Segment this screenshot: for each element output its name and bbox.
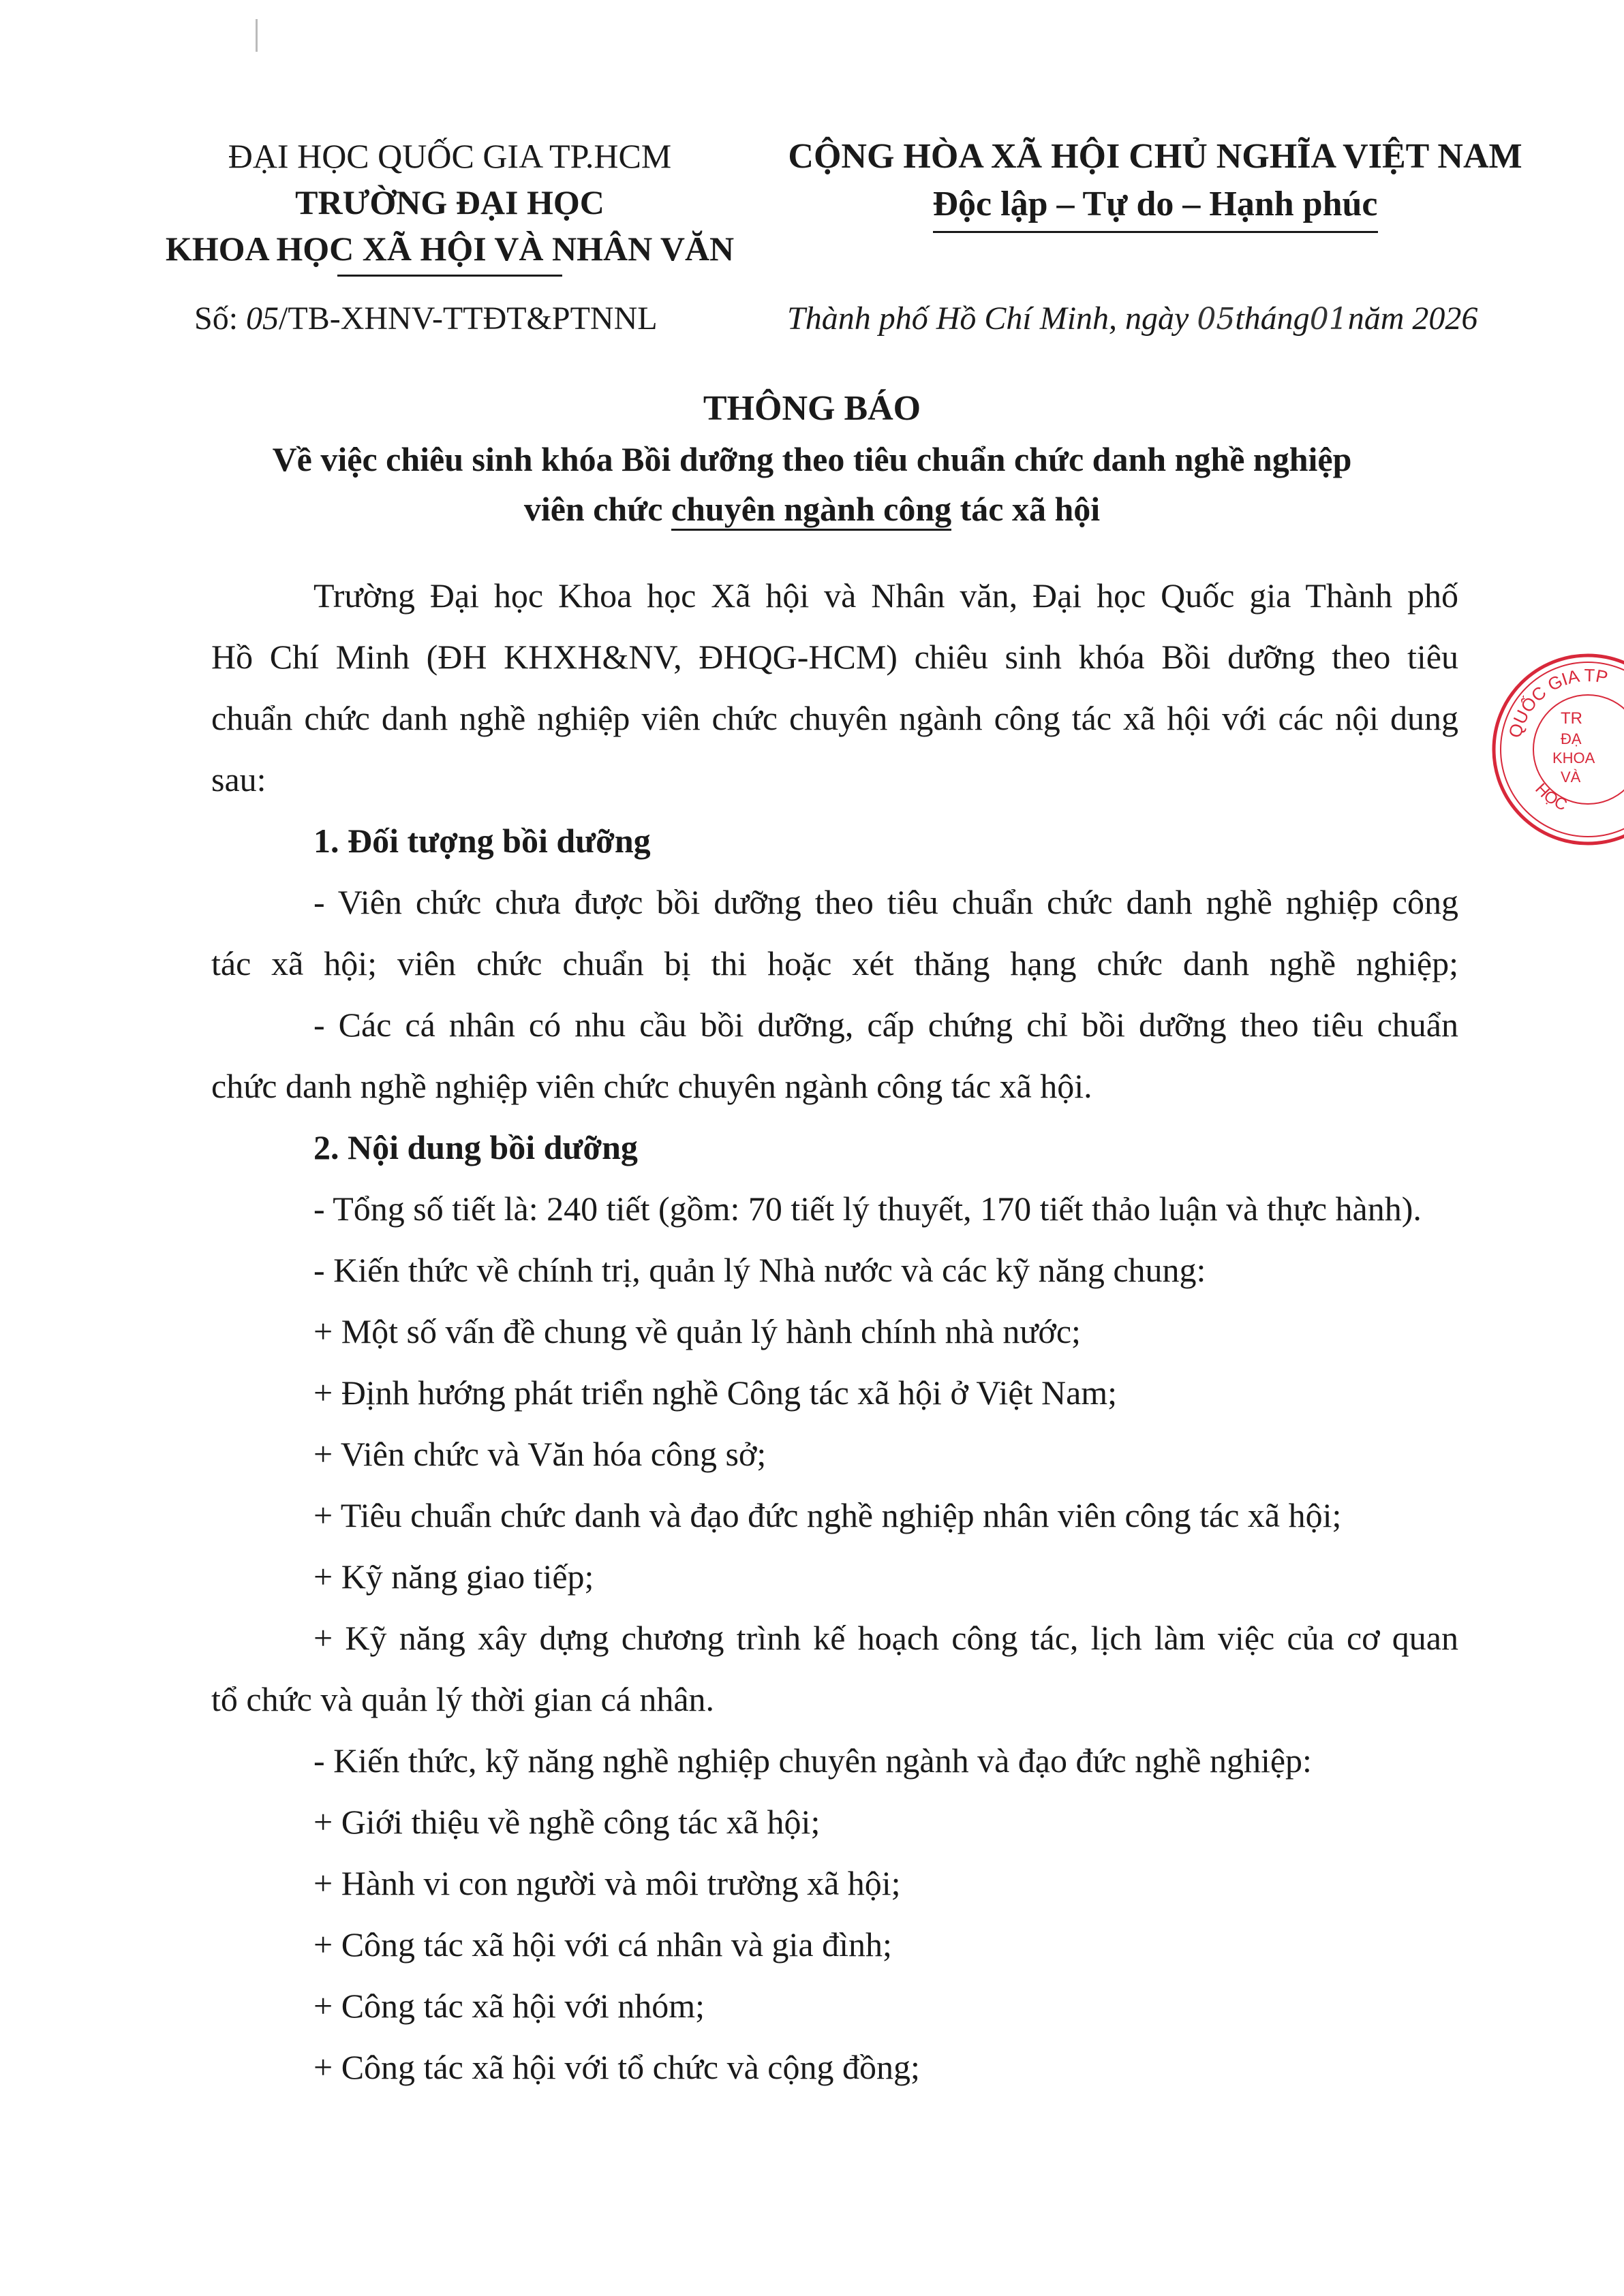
section-heading: 2. Nội dung bồi dưỡng: [313, 1128, 638, 1166]
list-item: + Tiêu chuẩn chức danh và đạo đức nghề nghiệp nhân viên công tác xã hội;: [313, 1496, 1342, 1534]
paragraph-line: - Kiến thức về chính trị, quản lý Nhà nước và các kỹ năng chung:: [313, 1251, 1206, 1289]
list-item: + Công tác xã hội với cá nhân và gia đình;: [313, 1925, 892, 1964]
paragraph-line: tác xã hội; viên chức chuẩn bị thi hoặc xét thăng hạng chức danh nghề nghiệp;: [211, 944, 1458, 982]
list-item: + Một số vấn đề chung về quản lý hành chính nhà nước;: [313, 1312, 1081, 1350]
list-item: + Viên chức và Văn hóa công sở;: [313, 1435, 767, 1473]
list-item: + Công tác xã hội với tổ chức và cộng đồng;: [313, 2048, 920, 2086]
issuer-line2: TRƯỜNG ĐẠI HỌC: [295, 183, 604, 221]
issuer-line3: KHOA HỌC XÃ HỘI VÀ NHÂN VĂN: [165, 230, 735, 268]
intro-line: chuẩn chức danh nghề nghiệp viên chức chuyên ngành công tác xã hội với các nội dung: [211, 699, 1458, 737]
document-number: Số: 05/TB-XHNV-TTĐT&PTNNL: [194, 300, 658, 337]
seal-text-1: TR: [1561, 709, 1582, 728]
document-subtitle-line1: Về việc chiêu sinh khóa Bồi dưỡng theo tiêu chuẩn chức danh nghề nghiệp: [272, 440, 1352, 478]
issue-date: Thành phố Hồ Chí Minh, ngày 05tháng01năm 2026: [787, 300, 1478, 337]
document-title: THÔNG BÁO: [703, 389, 921, 428]
intro-line: Hồ Chí Minh (ĐH KHXH&NV, ĐHQG-HCM) chiêu sinh khóa Bồi dưỡng theo tiêu: [211, 638, 1458, 676]
section-heading: 1. Đối tượng bồi dưỡng: [313, 822, 651, 860]
list-item: + Kỹ năng xây dựng chương trình kế hoạch công tác, lịch làm việc của cơ quan: [313, 1619, 1458, 1657]
handwritten-day: 05: [1197, 302, 1236, 337]
issuer-underline: [337, 275, 562, 277]
handwritten-month: 01: [1309, 302, 1348, 337]
list-item: + Giới thiệu về nghề công tác xã hội;: [313, 1803, 821, 1841]
national-motto: Độc lập – Tự do – Hạnh phúc: [933, 181, 1378, 233]
scan-mark: [256, 19, 258, 52]
seal-ring-bottom: HỌC: [1531, 779, 1570, 815]
seal-ring-text: QUỐC GIA TP: [1504, 664, 1610, 740]
country-name: CỘNG HÒA XÃ HỘI CHỦ NGHĨA VIỆT NAM: [788, 137, 1522, 176]
seal-text-2: ĐẠ: [1561, 730, 1582, 747]
paragraph-line: - Các cá nhân có nhu cầu bồi dưỡng, cấp chứng chỉ bồi dưỡng theo tiêu chuẩn: [313, 1006, 1458, 1044]
paragraph-line: - Viên chức chưa được bồi dưỡng theo tiêu chuẩn chức danh nghề nghiệp công: [313, 883, 1458, 921]
paragraph-line: - Tổng số tiết là: 240 tiết (gồm: 70 tiết lý thuyết, 170 tiết thảo luận và thực hành).: [313, 1190, 1422, 1228]
paragraph-line: - Kiến thức, kỹ năng nghề nghiệp chuyên ngành và đạo đức nghề nghiệp:: [313, 1741, 1312, 1780]
issuer-block: [123, 133, 777, 277]
issuer-line1: ĐẠI HỌC QUỐC GIA TP.HCM: [228, 137, 672, 175]
list-item: + Hành vi con người và môi trường xã hội;: [313, 1864, 901, 1902]
list-item: + Kỹ năng giao tiếp;: [313, 1557, 594, 1596]
paragraph-line: chức danh nghề nghiệp viên chức chuyên ngành công tác xã hội.: [211, 1067, 1092, 1105]
intro-line: Trường Đại học Khoa học Xã hội và Nhân văn, Đại học Quốc gia Thành phố: [313, 576, 1458, 615]
list-item: tổ chức và quản lý thời gian cá nhân.: [211, 1680, 715, 1718]
list-item: + Định hướng phát triển nghề Công tác xã hội ở Việt Nam;: [313, 1374, 1118, 1412]
seal-text-4: VÀ: [1561, 769, 1581, 786]
document-subtitle-line2: viên chức chuyên ngành công tác xã hội: [0, 489, 1624, 531]
seal-text-3: KHOA: [1552, 749, 1595, 766]
handwritten-number: 05: [246, 300, 279, 337]
list-item: + Công tác xã hội với nhóm;: [313, 1987, 705, 2025]
national-heading: [777, 133, 1533, 233]
official-seal-stamp: [1486, 647, 1624, 852]
intro-line: sau:: [211, 760, 266, 798]
